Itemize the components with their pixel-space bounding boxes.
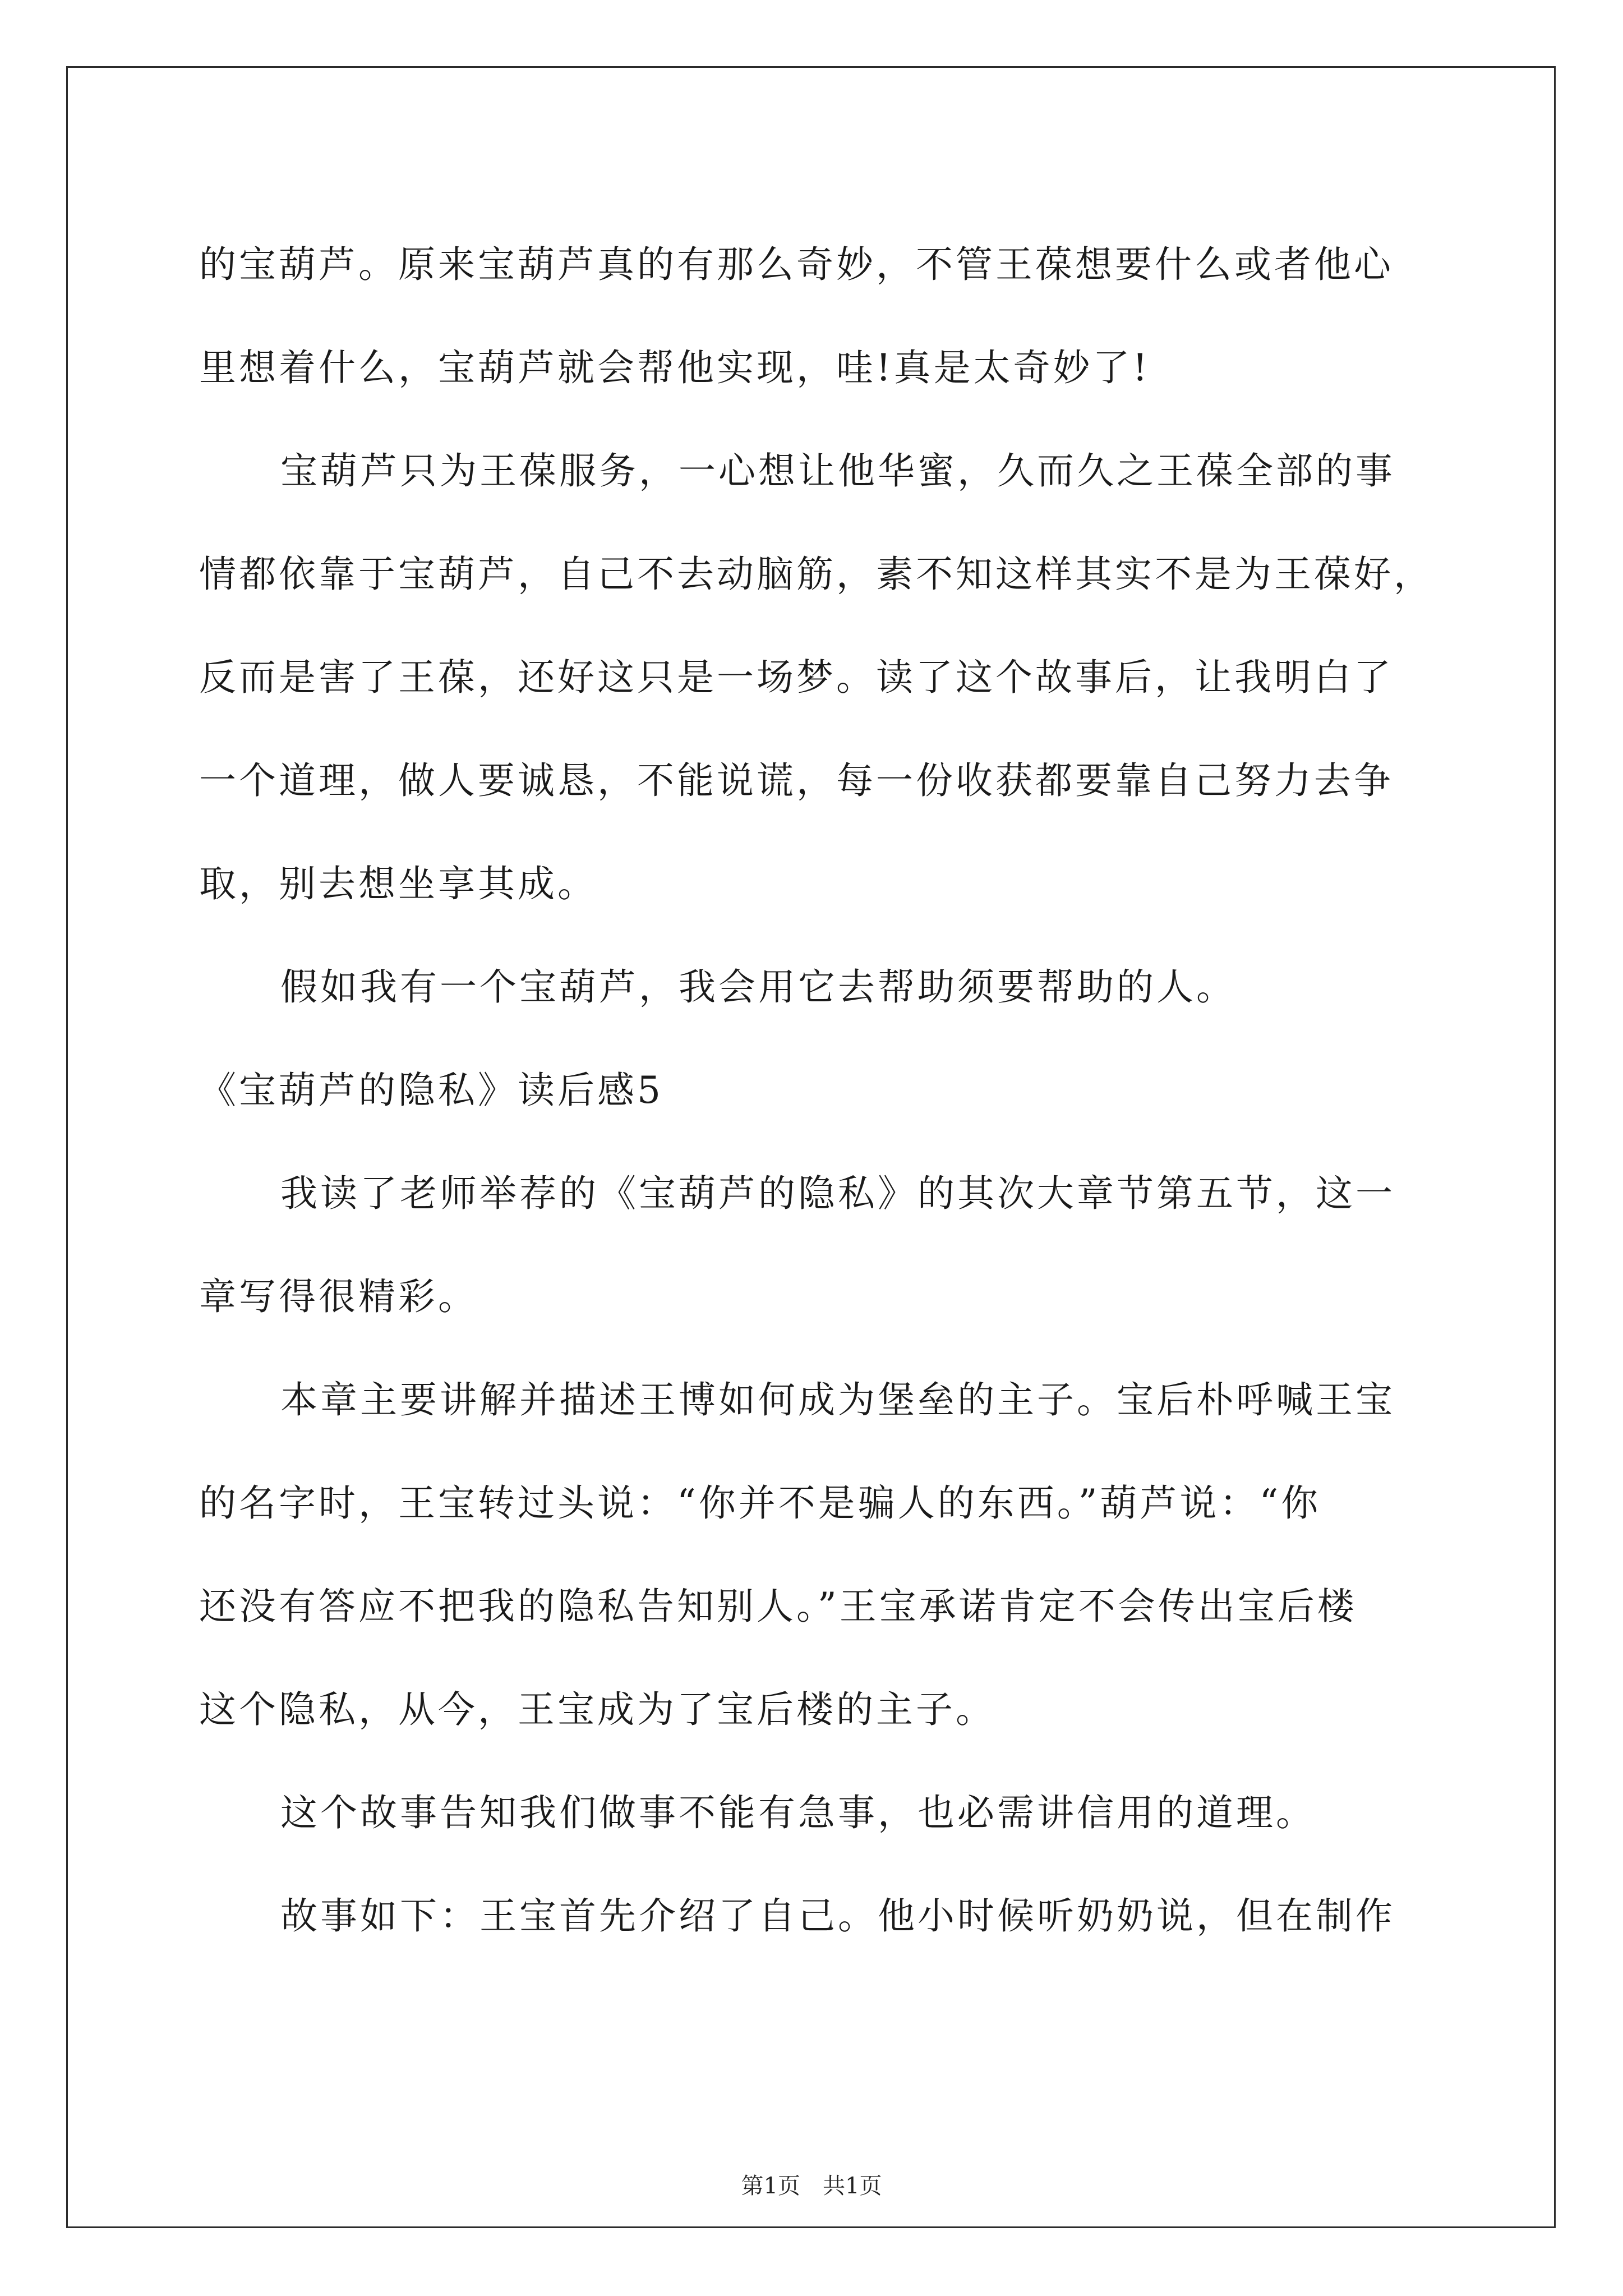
text-line: 的名字时，王宝转过头说：“你并不是骗人的东西。”葫芦说：“你 xyxy=(199,1481,1321,1525)
paragraph-start: 宝葫芦只为王葆服务，一心想让他华蜜，久而久之王葆全部的事 xyxy=(280,449,1395,493)
page-footer xyxy=(0,2172,1623,2200)
paragraph-start: 假如我有一个宝葫芦，我会用它去帮助须要帮助的人。 xyxy=(280,965,1236,1009)
text-line: 取，别去想坐享其成。 xyxy=(199,862,597,905)
text-line: 章写得很精彩。 xyxy=(199,1275,478,1318)
text-line: 情都依靠于宝葫芦，自己不去动脑筋，素不知这样其实不是为王葆好， xyxy=(199,553,1433,596)
paragraph-start: 我读了老师举荐的《宝葫芦的隐私》的其次大章节第五节，这一 xyxy=(280,1172,1395,1215)
paragraph-start: 故事如下：王宝首先介绍了自己。他小时候听奶奶说，但在制作 xyxy=(280,1894,1395,1938)
text-line: 一个道理，做人要诚恳，不能说谎，每一份收获都要靠自己努力去争 xyxy=(199,759,1394,802)
text-line: 反而是害了王葆，还好这只是一场梦。读了这个故事后，让我明白了 xyxy=(199,656,1394,699)
document-body xyxy=(199,213,1433,1968)
page-number: 第1页 xyxy=(741,2173,800,2199)
paragraph-start: 这个故事告知我们做事不能有急事，也必需讲信用的道理。 xyxy=(280,1791,1316,1834)
text-line: 还没有答应不把我的隐私告知别人。”王宝承诺肯定不会传出宝后楼 xyxy=(199,1585,1357,1628)
text-line: 里想着什么，宝葫芦就会帮他实现，哇!真是太奇妙了! xyxy=(199,346,1151,389)
page-total: 共1页 xyxy=(823,2173,882,2199)
paragraph-start: 本章主要讲解并描述王博如何成为堡垒的主子。宝后朴呼喊王宝 xyxy=(280,1378,1395,1421)
text-line: 这个隐私，从今，王宝成为了宝后楼的主子。 xyxy=(199,1688,995,1731)
text-line: 的宝葫芦。原来宝葫芦真的有那么奇妙，不管王葆想要什么或者他心 xyxy=(199,243,1394,286)
section-heading: 《宝葫芦的隐私》读后感5 xyxy=(199,1069,663,1112)
